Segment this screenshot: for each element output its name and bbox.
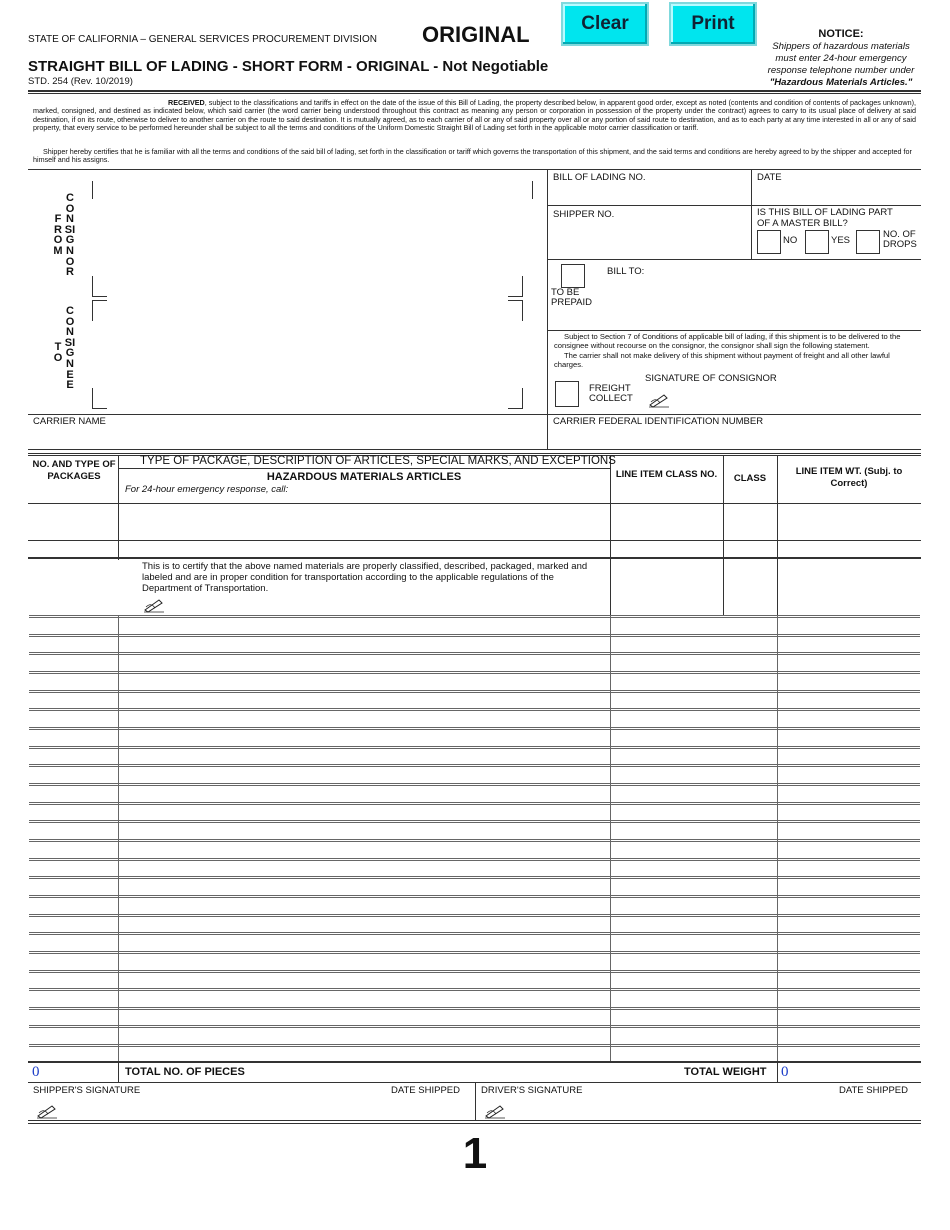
row-packages-field[interactable] [30,711,116,727]
row-packages-field[interactable] [30,917,116,932]
consignor-signature-label: SIGNATURE OF CONSIGNOR [645,373,777,384]
row-description-field[interactable] [120,730,608,746]
yes-label: YES [831,235,851,246]
row-packages-field[interactable] [30,637,116,652]
table-row-divider [29,858,920,859]
row-description-field[interactable] [120,786,608,802]
row-class-field[interactable] [612,693,775,708]
row-description-field[interactable] [120,693,608,708]
table-column-divider [777,615,778,1061]
row-packages-field[interactable] [30,823,116,839]
freight-collect-label: FREIGHT COLLECT [589,383,633,404]
row-weight-field[interactable] [779,898,919,914]
table-column-divider [118,615,119,1061]
print-button[interactable]: Print [669,2,757,46]
row-weight-field[interactable] [779,749,919,764]
row-class-field[interactable] [612,805,775,820]
row-packages-field[interactable] [30,618,116,634]
shipper-no-field[interactable] [553,222,745,252]
shipper-signature-label: SHIPPER'S SIGNATURE [33,1085,141,1096]
row-description-field[interactable] [120,842,608,858]
total-pieces-value[interactable]: 0 [32,1064,40,1080]
row-description-field[interactable] [120,767,608,783]
row-packages-field[interactable] [30,954,116,970]
pen-signature-icon[interactable] [143,597,165,613]
col-description-header: TYPE OF PACKAGE, DESCRIPTION OF ARTICLES, SPECIAL MARKS, AND EXCEPTIONS [140,455,616,467]
row-class-field[interactable] [612,1010,775,1025]
hazmat-description-field[interactable] [120,505,608,539]
shipper-no-label: SHIPPER NO. [553,209,615,220]
row-description-field[interactable] [120,674,608,690]
row-weight-field[interactable] [779,991,919,1007]
shipper-date-field[interactable] [391,1097,471,1117]
section7-text: Subject to Section 7 of Conditions of applicable bill of lading, if this shipment is to be delivered to the consignee without recourse on the consignor, the consignor shall sign the following statement. [554,332,901,351]
notice-line: "Hazardous Materials Articles." [769,77,913,88]
row-description-field[interactable] [120,861,608,876]
page-number: 1 [462,1129,488,1178]
row-packages-field[interactable] [30,674,116,690]
notice-line: must enter 24-hour emergency [775,53,907,64]
received-text: , subject to the classifications and tariffs in effect on the date of the issue of this Bill of Lading, the property described below, in apparent good order, except as noted (contents and condition of contents of packages unknown), marked, consigned, and destined as indicated below, which said carrier (the word carrier being understood throughout this contract as meaning any person or corporation in possession of the property under the contract) agrees to carry to its usual place of delivery at said destination, if on its route, otherwise to deliver to another carrier on the route to said destination. It is mutually agreed, as to each carrier of all or any of said property over all or any portion of said route to destination, and as to each party at any time interested in all or any of said property, that every service to be performed hereunder shall be subject to all the terms and conditions of the Uniform Domestic Straight Bill of Lading set forth in the applicable motor carrier classification or tariff. [33,98,916,133]
copy-label: ORIGINAL [422,22,530,47]
row-class-field[interactable] [612,879,775,895]
row-weight-field[interactable] [779,805,919,820]
col-class-no-header: LINE ITEM CLASS NO. [615,469,718,480]
row-class-field[interactable] [612,1028,775,1044]
row-class-field[interactable] [612,823,775,839]
master-bill-yes-checkbox[interactable] [805,230,829,254]
table-row-divider [29,876,920,877]
row-packages-field[interactable] [30,805,116,820]
date-shipped-label: DATE SHIPPED [391,1085,460,1096]
row-description-field[interactable] [120,711,608,727]
row-class-field[interactable] [612,861,775,876]
row-weight-field[interactable] [779,917,919,932]
master-bill-no-checkbox[interactable] [757,230,781,254]
row-description-field[interactable] [120,805,608,820]
row-weight-field[interactable] [779,674,919,690]
carrier-name-label: CARRIER NAME [33,416,106,427]
to-label: TO [53,341,63,364]
row-packages-field[interactable] [30,991,116,1007]
row-weight-field[interactable] [779,767,919,783]
shipper-certification: Shipper hereby certifies that he is familiar with all the terms and conditions of the said bill of lading, set forth in the classification or tariff which governs the transportation of this shipment, and the said terms and conditions are hereby agreed to by the shipper and accepted for himself and his assigns. [33,147,912,165]
received-terms [33,99,916,133]
date-shipped-label: DATE SHIPPED [839,1085,908,1096]
prepaid-checkbox[interactable] [561,264,585,288]
table-row-divider [29,671,920,672]
master-bill-question: IS THIS BILL OF LADING PART OF A MASTER BILL? [757,207,893,229]
emergency-phone-field[interactable] [290,482,600,498]
table-row-divider [29,764,920,765]
table-row-divider [29,1007,920,1008]
row-description-field[interactable] [120,1010,608,1025]
table-row-divider [29,708,920,709]
table-row-divider [29,1046,920,1047]
table-row-divider [29,895,920,896]
row-class-field[interactable] [612,618,775,634]
no-label: NO [783,235,798,246]
consignee-address-field[interactable] [94,302,506,406]
received-bold: RECEIVED [168,98,205,107]
col-weight-header: LINE ITEM WT. (Subj. to Correct) [795,466,903,489]
col-packages-header: NO. AND TYPE OF PACKAGES [32,459,116,482]
bol-no-label: BILL OF LADING NO. [553,172,646,183]
notice-box [762,28,920,89]
row-packages-field[interactable] [30,879,116,895]
total-pieces-label: TOTAL NO. OF PIECES [125,1066,245,1078]
table-row-divider [29,746,920,747]
clear-button[interactable]: Clear [561,2,649,46]
table-row-divider [29,932,920,933]
table-row-divider [29,839,920,840]
row-weight-field[interactable] [779,786,919,802]
table-row-divider [29,988,920,989]
row-weight-field[interactable] [779,842,919,858]
row-packages-field[interactable] [30,1010,116,1025]
driver-date-field[interactable] [839,1097,919,1117]
row-class-field[interactable] [612,749,775,764]
row-weight-field[interactable] [779,879,919,895]
driver-signature-label: DRIVER'S SIGNATURE [481,1085,583,1096]
from-label: FROM [53,213,63,257]
bol-no-field[interactable] [553,184,745,202]
row-class-field[interactable] [612,954,775,970]
row-description-field[interactable] [120,973,608,988]
table-row-divider [29,727,920,728]
date-field[interactable] [757,184,917,202]
row-weight-field[interactable] [779,1028,919,1044]
hazmat-weight-field[interactable] [779,505,919,539]
table-row-divider [29,783,920,784]
table-row-divider [29,652,920,653]
hazmat-class-no-field[interactable] [612,505,721,539]
row-class-field[interactable] [612,898,775,914]
pen-signature-icon[interactable] [648,392,670,408]
bill-to-field[interactable] [607,278,907,326]
table-row-divider [29,1025,920,1026]
row-class-field[interactable] [612,786,775,802]
table-row-divider [29,820,920,821]
row-class-field[interactable] [612,730,775,746]
row-class-field[interactable] [612,973,775,988]
row-description-field[interactable] [120,917,608,932]
division-label: STATE OF CALIFORNIA – GENERAL SERVICES PROCUREMENT DIVISION [28,34,377,45]
carrier-name-field[interactable] [130,416,540,446]
row-weight-field[interactable] [779,693,919,708]
carrier-fein-label: CARRIER FEDERAL IDENTIFICATION NUMBER [553,416,764,427]
table-row-divider [29,634,920,635]
row-weight-field[interactable] [779,711,919,727]
hazmat-packages-field[interactable] [30,505,116,539]
row-packages-field[interactable] [30,842,116,858]
table-column-divider [610,615,611,1061]
consignor-address-field[interactable] [94,181,530,277]
row-packages-field[interactable] [30,749,116,764]
row-description-field[interactable] [120,637,608,652]
row-description-field[interactable] [120,935,608,951]
notice-line: response telephone number under [767,65,915,76]
row-class-field[interactable] [612,991,775,1007]
total-weight-label: TOTAL WEIGHT [684,1066,767,1078]
notice-line: Shippers of hazardous materials [772,41,910,52]
carrier-fein-field[interactable] [553,428,913,446]
row-packages-field[interactable] [30,730,116,746]
drops-label: NO. OF DROPS [883,229,917,250]
row-packages-field[interactable] [30,693,116,708]
table-row-divider [29,951,920,952]
row-packages-field[interactable] [30,861,116,876]
row-packages-field[interactable] [30,1028,116,1044]
table-row-divider [29,802,920,803]
col-hazmat-header: HAZARDOUS MATERIALS ARTICLES [266,471,462,483]
row-packages-field[interactable] [30,973,116,988]
row-class-field[interactable] [612,637,775,652]
pen-signature-icon[interactable] [36,1103,58,1119]
col-emergency-header: For 24-hour emergency response, call: [125,484,289,495]
form-title: STRAIGHT BILL OF LADING - SHORT FORM - ORIGINAL - Not Negotiable [28,58,549,75]
row-class-field[interactable] [612,711,775,727]
row-packages-field[interactable] [30,935,116,951]
row-weight-field[interactable] [779,618,919,634]
no-of-drops-field[interactable] [856,230,880,254]
row-description-field[interactable] [120,991,608,1007]
table-row-divider [29,615,920,616]
row-class-field[interactable] [612,767,775,783]
row-description-field[interactable] [120,655,608,671]
row-weight-field[interactable] [779,730,919,746]
row-packages-field[interactable] [30,786,116,802]
notice-title: NOTICE: [818,28,864,40]
row-description-field[interactable] [120,618,608,634]
row-weight-field[interactable] [779,861,919,876]
row-packages-field[interactable] [30,655,116,671]
row-weight-field[interactable] [779,655,919,671]
row-description-field[interactable] [120,823,608,839]
row-description-field[interactable] [120,749,608,764]
row-description-field[interactable] [120,954,608,970]
table-row-divider [29,970,920,971]
row-weight-field[interactable] [779,935,919,951]
pen-signature-icon[interactable] [484,1103,506,1119]
row-weight-field[interactable] [779,637,919,652]
row-class-field[interactable] [612,935,775,951]
consignor-label: CONSIGNOR [64,192,76,279]
row-description-field[interactable] [120,879,608,895]
table-row-divider [29,914,920,915]
hazmat-class-field[interactable] [725,505,775,539]
row-class-field[interactable] [612,655,775,671]
dot-certification-text: This is to certify that the above named materials are properly classified, described, packaged, marked and labeled and are in proper condition for transportation according to the applicable regulations of the Department of Transportation. [142,561,588,594]
freight-collect-checkbox[interactable] [555,381,579,407]
row-weight-field[interactable] [779,973,919,988]
row-class-field[interactable] [612,674,775,690]
row-class-field[interactable] [612,917,775,932]
table-row-divider [29,1044,920,1045]
row-weight-field[interactable] [779,954,919,970]
prepaid-label: TO BE PREPAID [551,287,593,308]
table-row-divider [29,690,920,691]
row-packages-field[interactable] [30,767,116,783]
row-weight-field[interactable] [779,823,919,839]
row-description-field[interactable] [120,898,608,914]
row-class-field[interactable] [612,842,775,858]
form-number: STD. 254 (Rev. 10/2019) [28,76,133,87]
date-label: DATE [757,172,782,183]
bill-to-label: BILL TO: [607,266,645,277]
consignee-label: CONSIGNEE [64,305,76,392]
total-weight-value[interactable]: 0 [781,1064,789,1080]
row-description-field[interactable] [120,1028,608,1044]
delivery-condition-text: The carrier shall not make delivery of this shipment without payment of freight and all other lawful charges. [554,351,890,370]
row-packages-field[interactable] [30,898,116,914]
row-weight-field[interactable] [779,1010,919,1025]
col-class-header: CLASS [733,473,767,484]
